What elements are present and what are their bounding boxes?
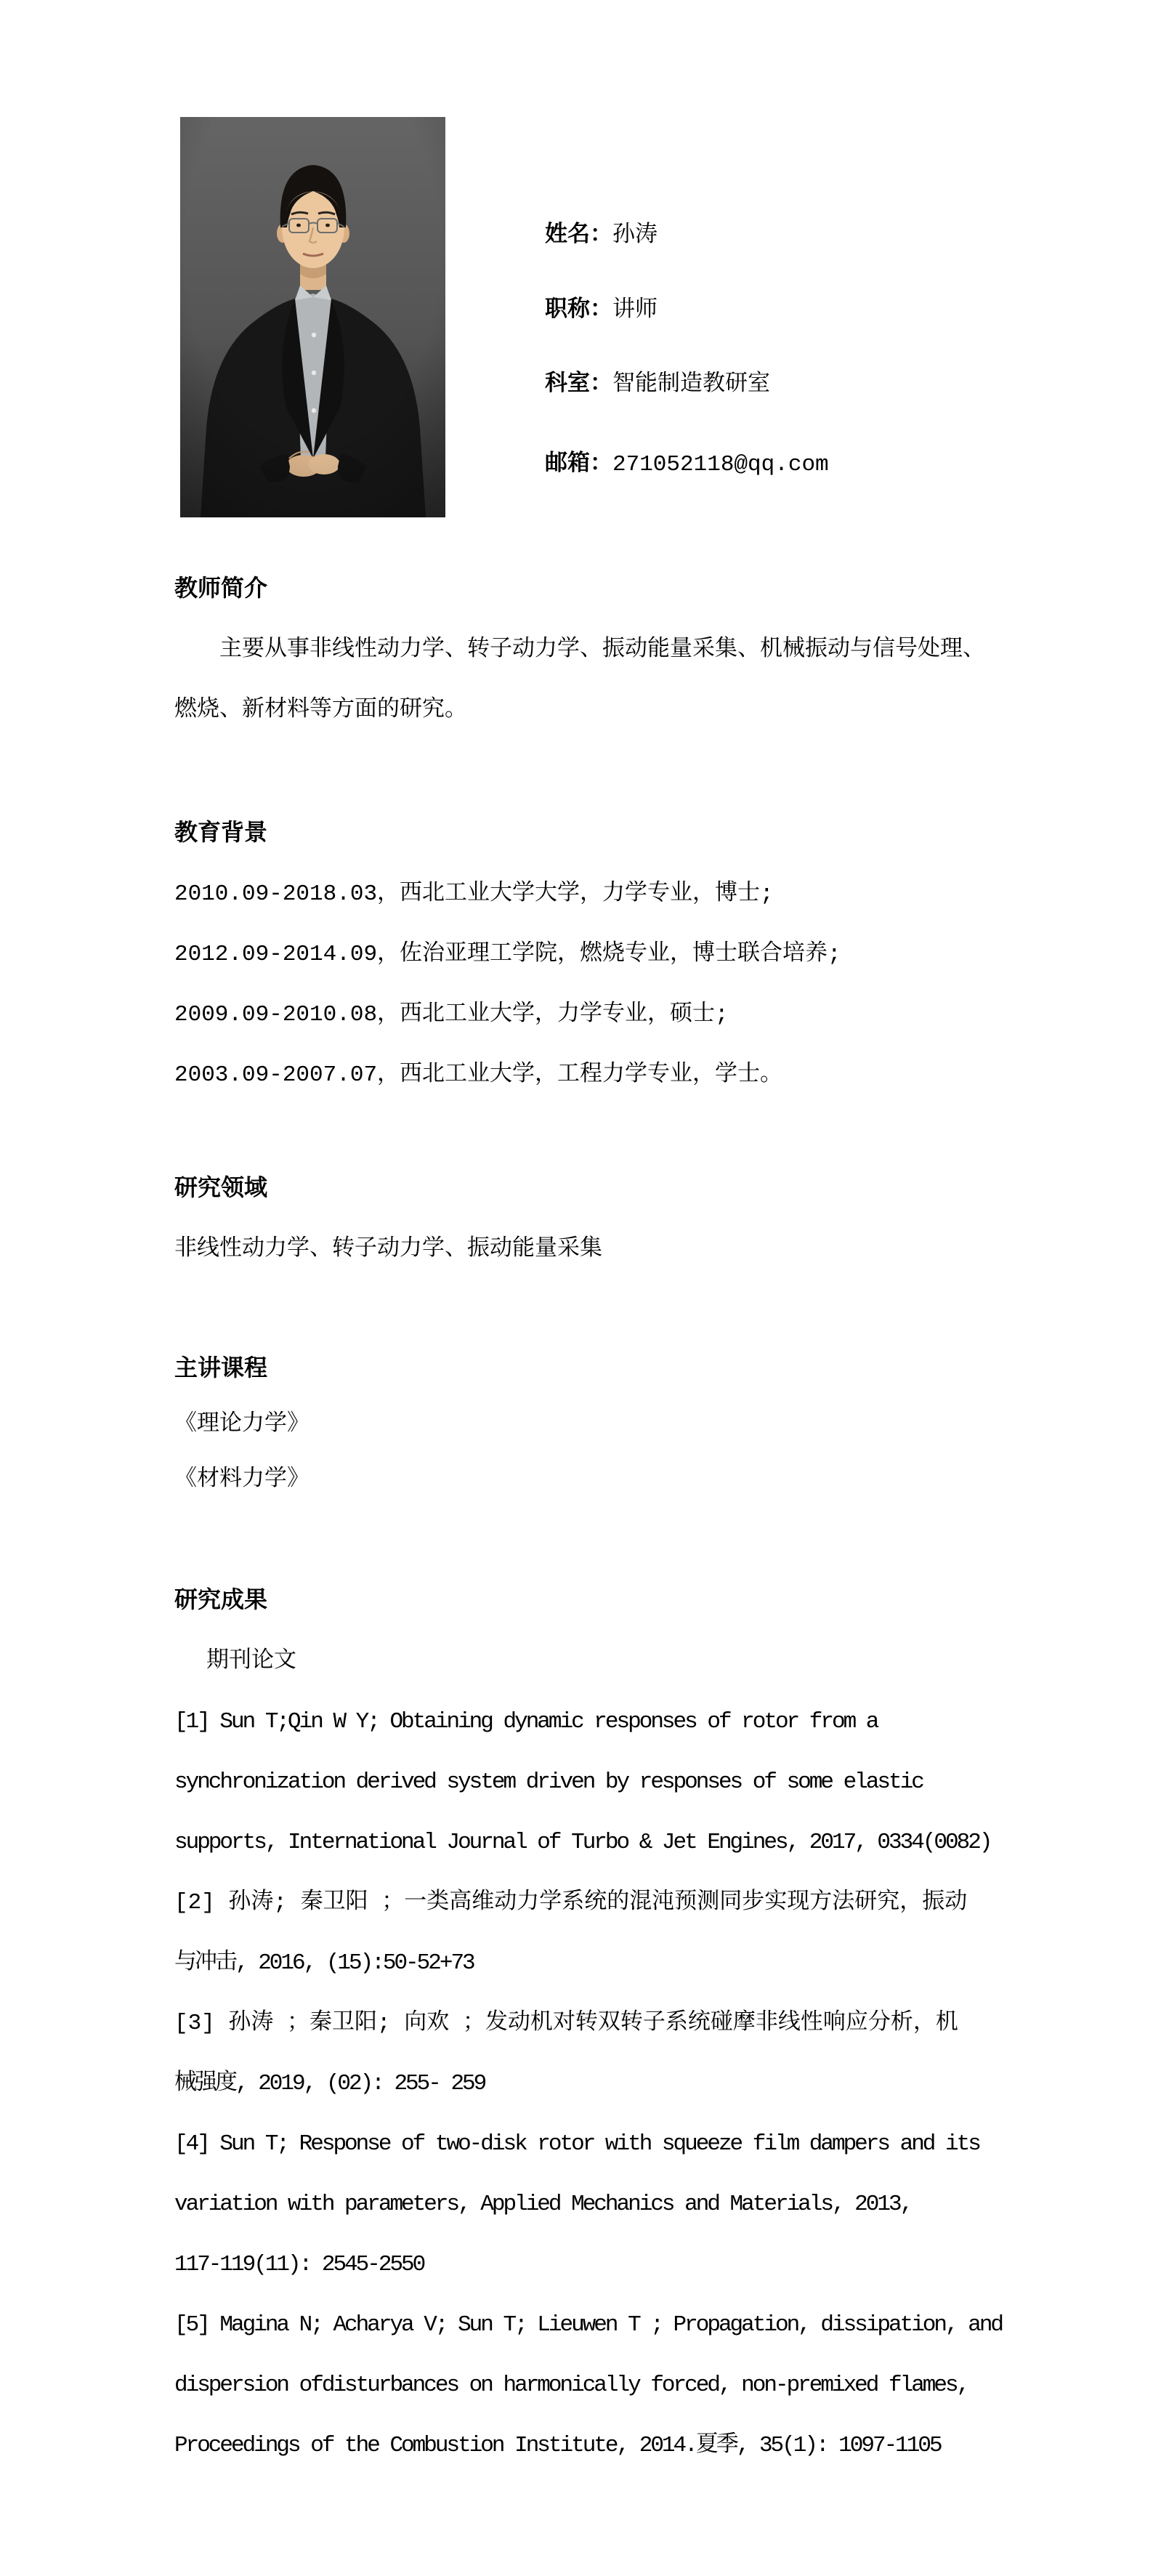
- research-fields-line: 非线性动力学、转子动力学、振动能量采集: [174, 1237, 602, 1262]
- field-title-value: 讲师: [612, 298, 658, 323]
- education-item: 2010.09-2018.03，西北工业大学大学，力学专业，博士;: [174, 881, 774, 907]
- course-item: 《理论力学》: [174, 1412, 310, 1437]
- publication-line: [1] Sun T;Qin W Y; Obtaining dynamic responses of rotor from a: [174, 1709, 878, 1735]
- field-department-label: 科室：: [545, 372, 612, 397]
- section-courses-heading: 主讲课程: [174, 1356, 268, 1383]
- publication-line: [2] 孙涛; 秦卫阳 ；一类高维动力学系统的混沌预测同步实现方法研究，振动: [174, 1890, 968, 1915]
- field-name-label: 姓名：: [545, 223, 612, 249]
- section-achievements-heading: 研究成果: [174, 1588, 268, 1615]
- section-courses: [174, 1342, 1126, 1508]
- field-title-label: 职称：: [545, 298, 612, 323]
- section-research-fields-heading: 研究领域: [174, 1176, 268, 1203]
- field-email-value: 271052118@qq.com: [612, 452, 829, 477]
- field-title: [545, 295, 658, 327]
- publication-line: synchronization derived system driven by responses of some elastic: [174, 1769, 923, 1795]
- section-education-heading: 教育背景: [174, 820, 268, 847]
- section-research-fields: [174, 1159, 1126, 1280]
- section-achievements: [174, 1571, 1126, 2476]
- intro-paragraph-line: 燃烧、新材料等方面的研究。: [174, 698, 467, 723]
- publication-line: 与冲击, 2016, (15):50-52+73: [174, 1950, 474, 1976]
- field-email-label: 邮箱：: [545, 452, 612, 477]
- field-name: [545, 220, 658, 252]
- publication-line: [4] Sun T; Response of two-disk rotor with squeeze film dampers and its: [174, 2131, 979, 2157]
- field-email: [545, 449, 829, 481]
- section-education: [174, 804, 1126, 1105]
- publication-line: dispersion ofdisturbances on harmonically forced, non-premixed flames,: [174, 2373, 968, 2398]
- journal-papers-subheading: 期刊论文: [206, 1649, 296, 1674]
- education-item: 2009.09-2010.08，西北工业大学，力学专业，硕士;: [174, 1002, 729, 1027]
- field-department: [545, 369, 770, 401]
- publication-line: Proceedings of the Combustion Institute, 2014.夏季, 35(1): 1097-1105: [174, 2433, 941, 2458]
- section-intro-heading: 教师简介: [174, 576, 268, 603]
- education-item: 2003.09-2007.07，西北工业大学，工程力学专业，学士。: [174, 1062, 783, 1088]
- portrait-photo: [180, 117, 445, 517]
- publication-line: variation with parameters, Applied Mechanics and Materials, 2013,: [174, 2192, 912, 2217]
- publication-line: supports, International Journal of Turbo & Jet Engines, 2017, 0334(0082): [174, 1830, 991, 1855]
- intro-paragraph-line: 主要从事非线性动力学、转子动力学、振动能量采集、机械振动与信号处理、: [219, 637, 985, 663]
- education-item: 2012.09-2014.09，佐治亚理工学院，燃烧专业，博士联合培养;: [174, 942, 841, 967]
- field-department-value: 智能制造教研室: [612, 372, 770, 397]
- publication-line: [5] Magina N; Acharya V; Sun T; Lieuwen T ; Propagation, dissipation, and: [174, 2312, 1003, 2338]
- course-item: 《材料力学》: [174, 1467, 310, 1493]
- portrait-illustration: [180, 117, 445, 517]
- publication-line: [3] 孙涛 ；秦卫阳; 向欢 ；发动机对转双转子系统碰摩非线性响应分析，机: [174, 2011, 958, 2036]
- publication-line: 117-119(11): 2545-2550: [174, 2252, 424, 2277]
- field-name-value: 孙涛: [612, 223, 658, 249]
- section-intro: [174, 560, 1126, 740]
- publication-line: 械强度, 2019, (02): 255- 259: [174, 2071, 485, 2096]
